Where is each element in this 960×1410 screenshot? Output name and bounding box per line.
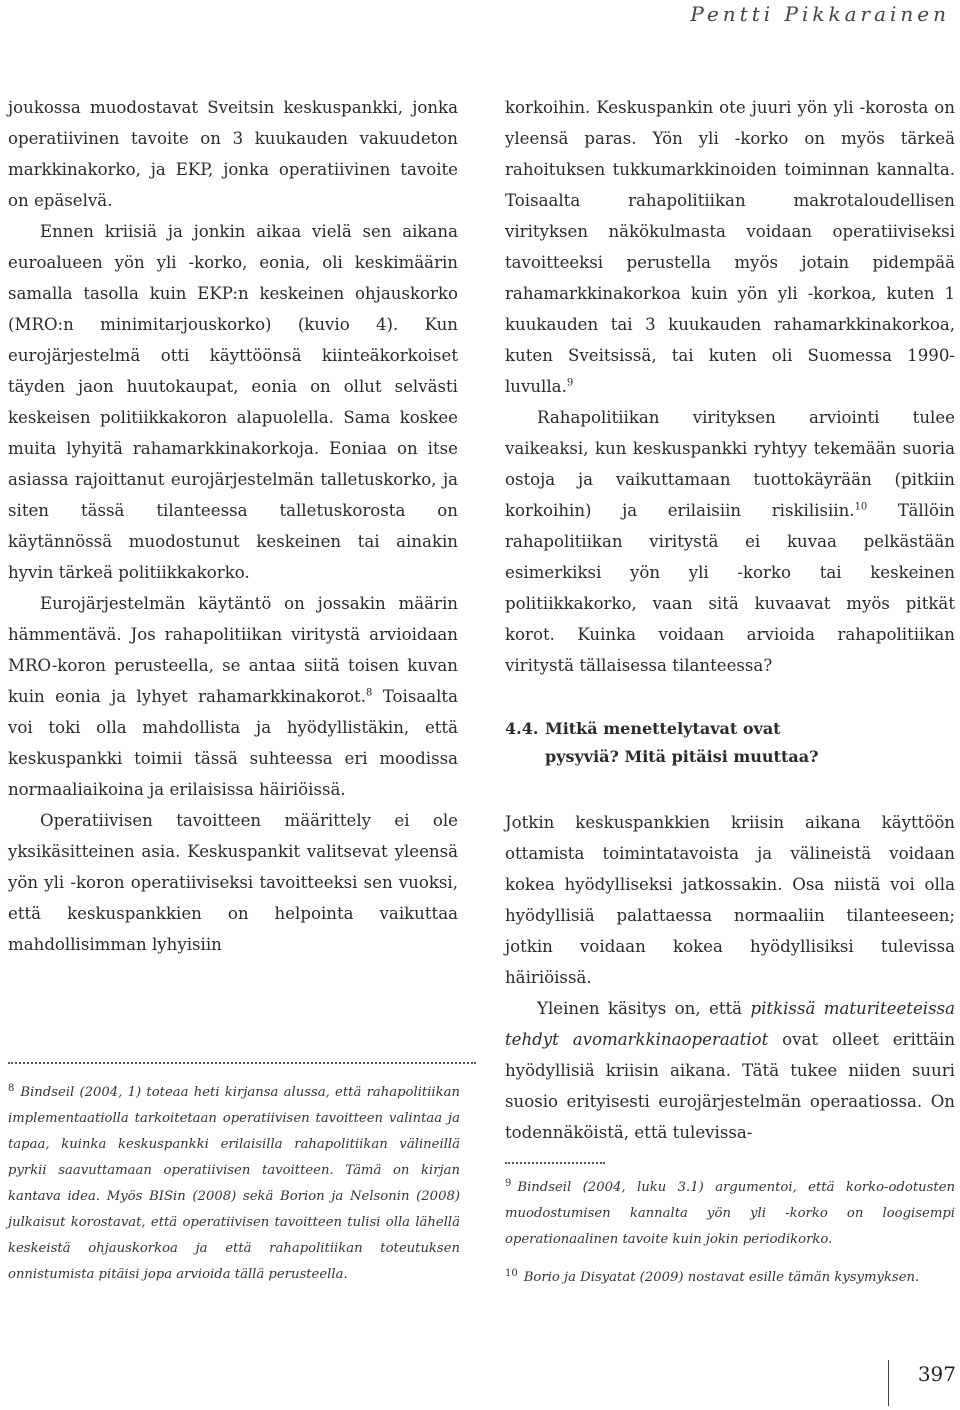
- footnote-text: Bindseil (2004, luku 3.1) argumentoi, että korko-odotusten muodostumisen kannalta yön yli -korko on loogisempi operationaalinen tavoite kuin jokin periodikorko.: [505, 1180, 955, 1247]
- running-header-author: Pentti Pikkarainen: [690, 2, 950, 26]
- section-number: 4.4.: [505, 719, 539, 738]
- paragraph: [505, 402, 955, 681]
- paragraph: joukossa muodostavat Sveitsin keskuspankki, jonka operatiivinen tavoite on 3 kuukauden vakuudeton markkinakorko, ja EKP, jonka operatiivinen tavoite on epäselvä.: [8, 98, 458, 210]
- footnote-number: 9: [505, 1177, 512, 1189]
- page-number: 397: [917, 1362, 956, 1386]
- footnote-ref-9[interactable]: 9: [566, 377, 574, 389]
- left-column: [8, 92, 458, 960]
- paragraph-text: Eurojärjestelmän käytäntö on jossakin määrin hämmentävä. Jos rahapolitiikan viritystä arvioidaan MRO-koron perusteella, se antaa siitä toisen kuvan kuin eonia ja lyhyet rahamarkkinakorot.: [8, 594, 458, 706]
- paragraph-text: korkoihin. Keskuspankin ote juuri yön yli -korosta on yleensä paras. Yön yli -korko on myös tärkeä rahoituksen tukkumarkkinoiden toiminnan kannalta. Toisaalta rahapolitiikan makrotaloudellisen virityksen näkökulmasta voidaan operatiiviseksi tavoitteeksi perustella myös jotain pidempää rahamarkkinakorkoa kuin yön yli -korkoa, kuten 1 kuukauden tai 3 kuukauden rahamarkkinakorkoa, kuten Sveitsissä, tai kuten oli Suomessa 1990-luvulla.: [505, 98, 955, 396]
- paragraph: [505, 92, 955, 402]
- paragraph: [505, 993, 955, 1148]
- paragraph-text: ovat olleet erittäin hyödyllisiä kriisin aikana. Tätä tukee niiden suuri suosio erityisesti eurojärjestelmän operaatiossa. On todennäköistä, että tulevissa-: [505, 1030, 956, 1142]
- paragraph-text: Rahapolitiikan virityksen arviointi tulee vaikeaksi, kun keskuspankki ryhtyy tekemään suoria ostoja ja vaikuttamaan tuottokäyrään (pitkiin korkoihin) ja erilaisiin riskilisiin.: [505, 408, 955, 520]
- footnote-ref-10[interactable]: 10: [854, 501, 868, 513]
- footnote-number: 8: [8, 1082, 15, 1094]
- section-title-line-1: Mitkä menettelytavat ovat: [545, 719, 781, 738]
- paragraph-text: Tällöin rahapolitiikan viritystä ei kuvaa pelkästään esimerkiksi yön yli -korko tai keskeinen politiikkakorko, vaan sitä kuvaavat myös pitkät korot. Kuinka voidaan arvioida rahapolitiikan viritystä tällaisessa tilanteessa?: [505, 501, 955, 675]
- footnote-separator: [505, 1162, 605, 1164]
- footnote-separator: [8, 1062, 476, 1064]
- footnote-number: 10: [505, 1267, 518, 1279]
- footnotes-right: [505, 1175, 955, 1303]
- footnote-text: Bindseil (2004, 1) toteaa heti kirjansa alussa, että rahapolitiikan implementaatiolla tarkoitetaan operatiivisen tavoitteen valintaa ja tapaa, kuinka keskuspankki erilaisilla rahapolitiikan välineillä pyrkii saavuttamaan operatiivisen tavoitteen. Tämä on kirjan kantava idea. Myös BISin (2008) sekä Borion ja Nelsonin (2008) julkaisut korostavat, että operatiivisen tavoitteen tulisi olla lähellä keskeistä ohjauskorkoa ja että rahapolitiikan toteutuksen onnistumista pitäisi jopa arvioida tällä perusteella.: [8, 1085, 460, 1282]
- paragraph: Ennen kriisiä ja jonkin aikaa vielä sen aikana euroalueen yön yli -korko, eonia, oli keskimäärin samalla tasolla kuin EKP:n keskeinen ohjauskorko (MRO:n minimitarjouskorko) (kuvio 4). Kun eurojärjestelmä otti käyttöönsä kiinteäkorkoiset täyden jaon huutokaupat, eonia on ollut selvästi keskeisen politiikkakoron alapuolella. Sama koskee muita lyhyitä rahamarkkinakorkoja. Eoniaa on itse asiassa rajoittanut eurojärjestelmän talletuskorko, ja siten tässä tilanteessa talletuskorosta on käytännössä muodostunut keskeinen tai ainakin hyvin tärkeä politiikkakorko.: [8, 222, 458, 582]
- paragraph: [8, 588, 458, 805]
- paragraph-text: Toisaalta voi toki olla mahdollista ja hyödyllistäkin, että keskuspankki toimii tässä suhteessa eri moodissa normaaliaikoina ja erilaisissa häiriöissä.: [8, 687, 458, 799]
- paragraph: Jotkin keskuspankkien kriisin aikana käyttöön ottamista toimintatavoista ja välineistä voidaan kokea hyödylliseksi jatkossakin. Osa niistä voi olla hyödyllisiä palattaessa normaaliin tilanteeseen; jotkin voidaan kokea hyödyllisiksi tulevissa häiriöissä.: [505, 813, 955, 987]
- footnote-10: [505, 1265, 955, 1291]
- right-column: [505, 92, 955, 1148]
- emphasis-text: pitkissä maturiteeteissa tehdyt avomarkkinaoperaatiot: [505, 999, 955, 1049]
- footnote-text: Borio ja Disyatat (2009) nostavat esille tämän kysymyksen.: [523, 1270, 920, 1285]
- paragraph-text: Yleinen käsitys on, että: [537, 999, 751, 1018]
- section-title-line-2: pysyviä? Mitä pitäisi muuttaa?: [545, 747, 819, 766]
- section-heading: [505, 715, 955, 771]
- paragraph: Operatiivisen tavoitteen määrittely ei ole yksikäsitteinen asia. Keskuspankit valitsevat yleensä yön yli -koron operatiiviseksi tavoitteeksi sen vuoksi, että keskuspankkien on helpointa vaikuttaa mahdollisimman lyhyisiin: [8, 811, 458, 954]
- footnote-9: [505, 1175, 955, 1253]
- footnote-ref-8[interactable]: 8: [366, 687, 373, 699]
- page-number-rule: [888, 1360, 889, 1406]
- footnote-8: [8, 1080, 460, 1300]
